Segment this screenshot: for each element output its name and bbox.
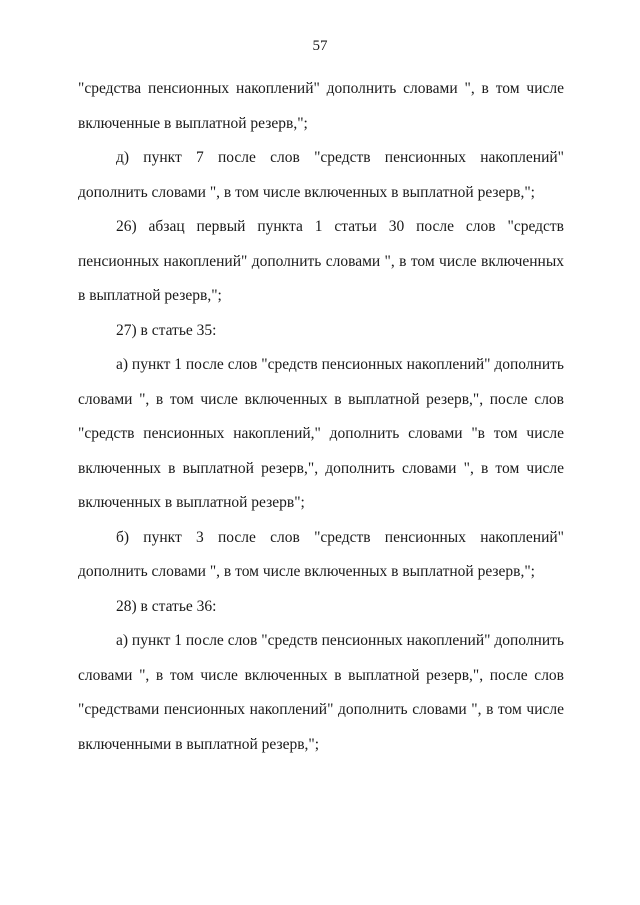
paragraph-7: 28) в статье 36: [116,597,217,615]
paragraph-6: б) пункт 3 после слов "средств пенсионных накоплений" дополнить словами ", в том числе включенных в выплатной резерв,"; [78,528,564,580]
paragraph-8: а) пункт 1 после слов "средств пенсионных накоплений" дополнить словами ", в том числе включенных в выплатной резерв,", после слов "средствами пенсионных накоплений" дополнить словами ", в том числе включенными в выплатной резерв,"; [78,632,564,753]
paragraph-2: д) пункт 7 после слов "средств пенсионных накоплений" дополнить словами ", в том числе включенных в выплатной резерв,"; [78,149,564,201]
paragraph-1: "средства пенсионных накоплений" дополнить словами ", в том числе включенные в выплатной резерв,"; [78,80,564,132]
paragraph-4: 27) в статье 35: [116,321,217,339]
paragraph-3: 26) абзац первый пункта 1 статьи 30 после слов "средств пенсионных накоплений" дополнить словами ", в том числе включенных в выплатной резерв,"; [78,218,564,304]
document-body [78,72,564,762]
paragraph-5: а) пункт 1 после слов "средств пенсионных накоплений" дополнить словами ", в том числе включенных в выплатной резерв,", после слов "средств пенсионных накоплений," дополнить словами "в том числе включенных в выплатной резерв,", дополнить словами ", в том числе включенных в выплатной резерв"; [78,356,564,511]
page-number: 57 [312,38,328,54]
